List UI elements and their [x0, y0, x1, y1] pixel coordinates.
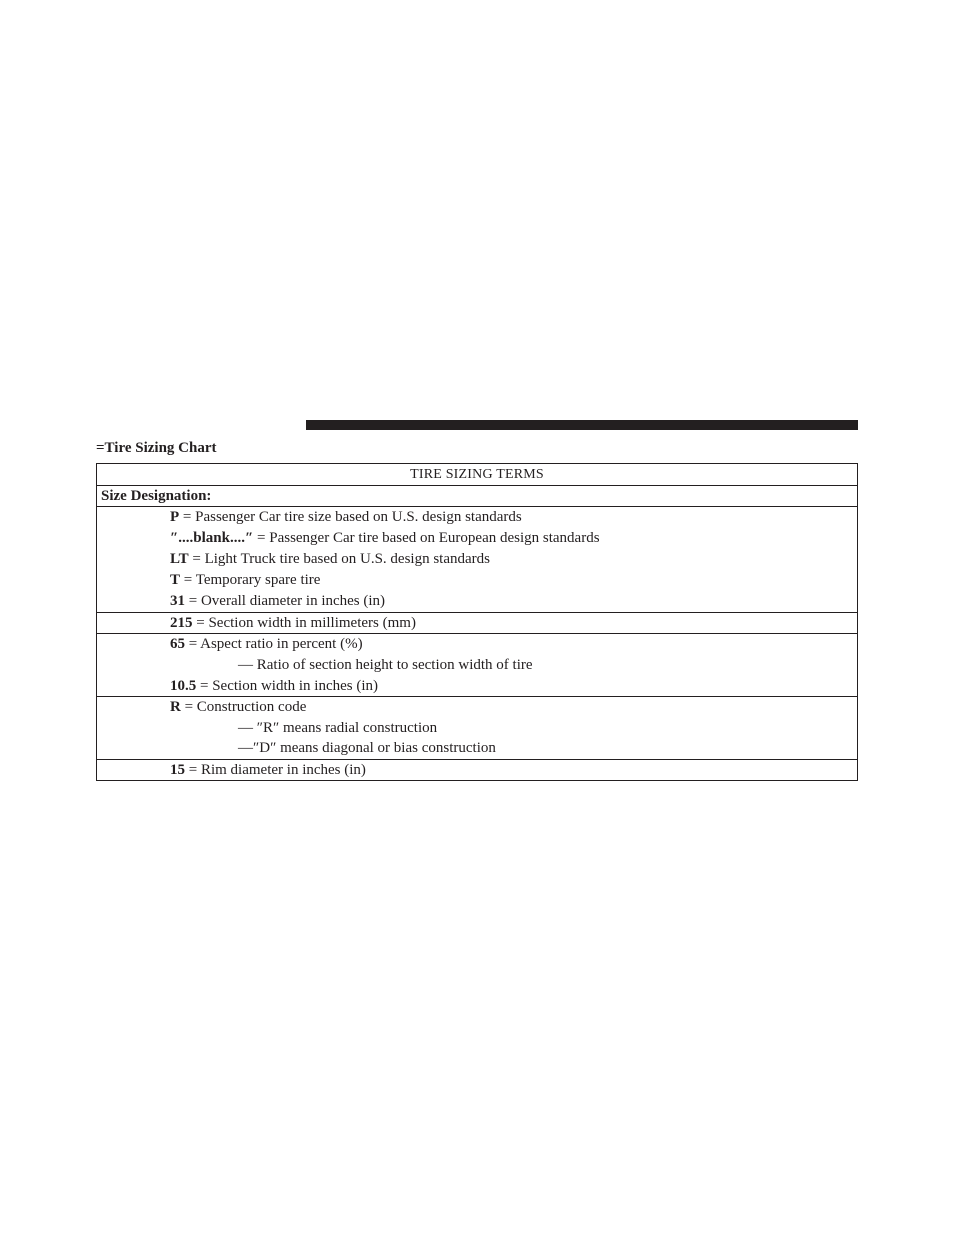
term: 15 [170, 762, 185, 778]
table-subheader-row [97, 486, 858, 507]
term: LT [170, 551, 189, 567]
list-item [97, 676, 857, 696]
tire-type-cell [97, 507, 858, 613]
definition: = Temporary spare tire [180, 572, 321, 588]
term: T [170, 572, 181, 588]
table-row [97, 507, 858, 613]
sub-definition: — ″R″ means radial construction [238, 720, 438, 736]
list-item [97, 528, 857, 549]
sub-definition: —″D″ means diagonal or bias construction [238, 740, 496, 756]
list-item [97, 634, 857, 655]
table-row [97, 760, 858, 781]
aspect-ratio-cell [97, 634, 858, 697]
term: 31 [170, 593, 185, 609]
list-item [97, 760, 857, 780]
section-width-cell [97, 613, 858, 634]
table-header: TIRE SIZING TERMS [97, 464, 858, 486]
sub-definition: — Ratio of section height to section width of tire [238, 657, 533, 673]
term: ″....blank....″ [170, 530, 254, 546]
list-item [97, 570, 857, 591]
table-row [97, 634, 858, 697]
definition: = Section width in inches (in) [196, 678, 379, 694]
definition: = Light Truck tire based on U.S. design standards [188, 551, 490, 567]
definition: = Section width in millimeters (mm) [192, 615, 416, 631]
tire-sizing-table [96, 463, 858, 781]
term: 215 [170, 615, 193, 631]
table-row [97, 613, 858, 634]
construction-code-cell [97, 697, 858, 760]
chart-title: =Tire Sizing Chart [96, 440, 217, 456]
definition: = Overall diameter in inches (in) [185, 593, 386, 609]
term: 65 [170, 636, 185, 652]
definition: = Construction code [180, 699, 307, 715]
list-item [97, 738, 857, 759]
list-item [97, 613, 857, 633]
size-designation-label: Size Designation: [97, 486, 858, 507]
definition: = Passenger Car tire based on European design standards [253, 530, 600, 546]
rim-diameter-cell [97, 760, 858, 781]
list-item [97, 591, 857, 612]
list-item [97, 655, 857, 676]
list-item [97, 718, 857, 738]
term: P [170, 509, 180, 525]
definition: = Aspect ratio in percent (%) [185, 636, 363, 652]
term: R [170, 699, 181, 715]
list-item [97, 549, 857, 570]
table-header-row [97, 464, 858, 486]
definition: = Rim diameter in inches (in) [185, 762, 366, 778]
list-item [97, 507, 857, 528]
section-header-bar [306, 420, 858, 430]
list-item [97, 697, 857, 718]
table-row [97, 697, 858, 760]
term: 10.5 [170, 678, 197, 694]
definition: = Passenger Car tire size based on U.S. design standards [179, 509, 522, 525]
